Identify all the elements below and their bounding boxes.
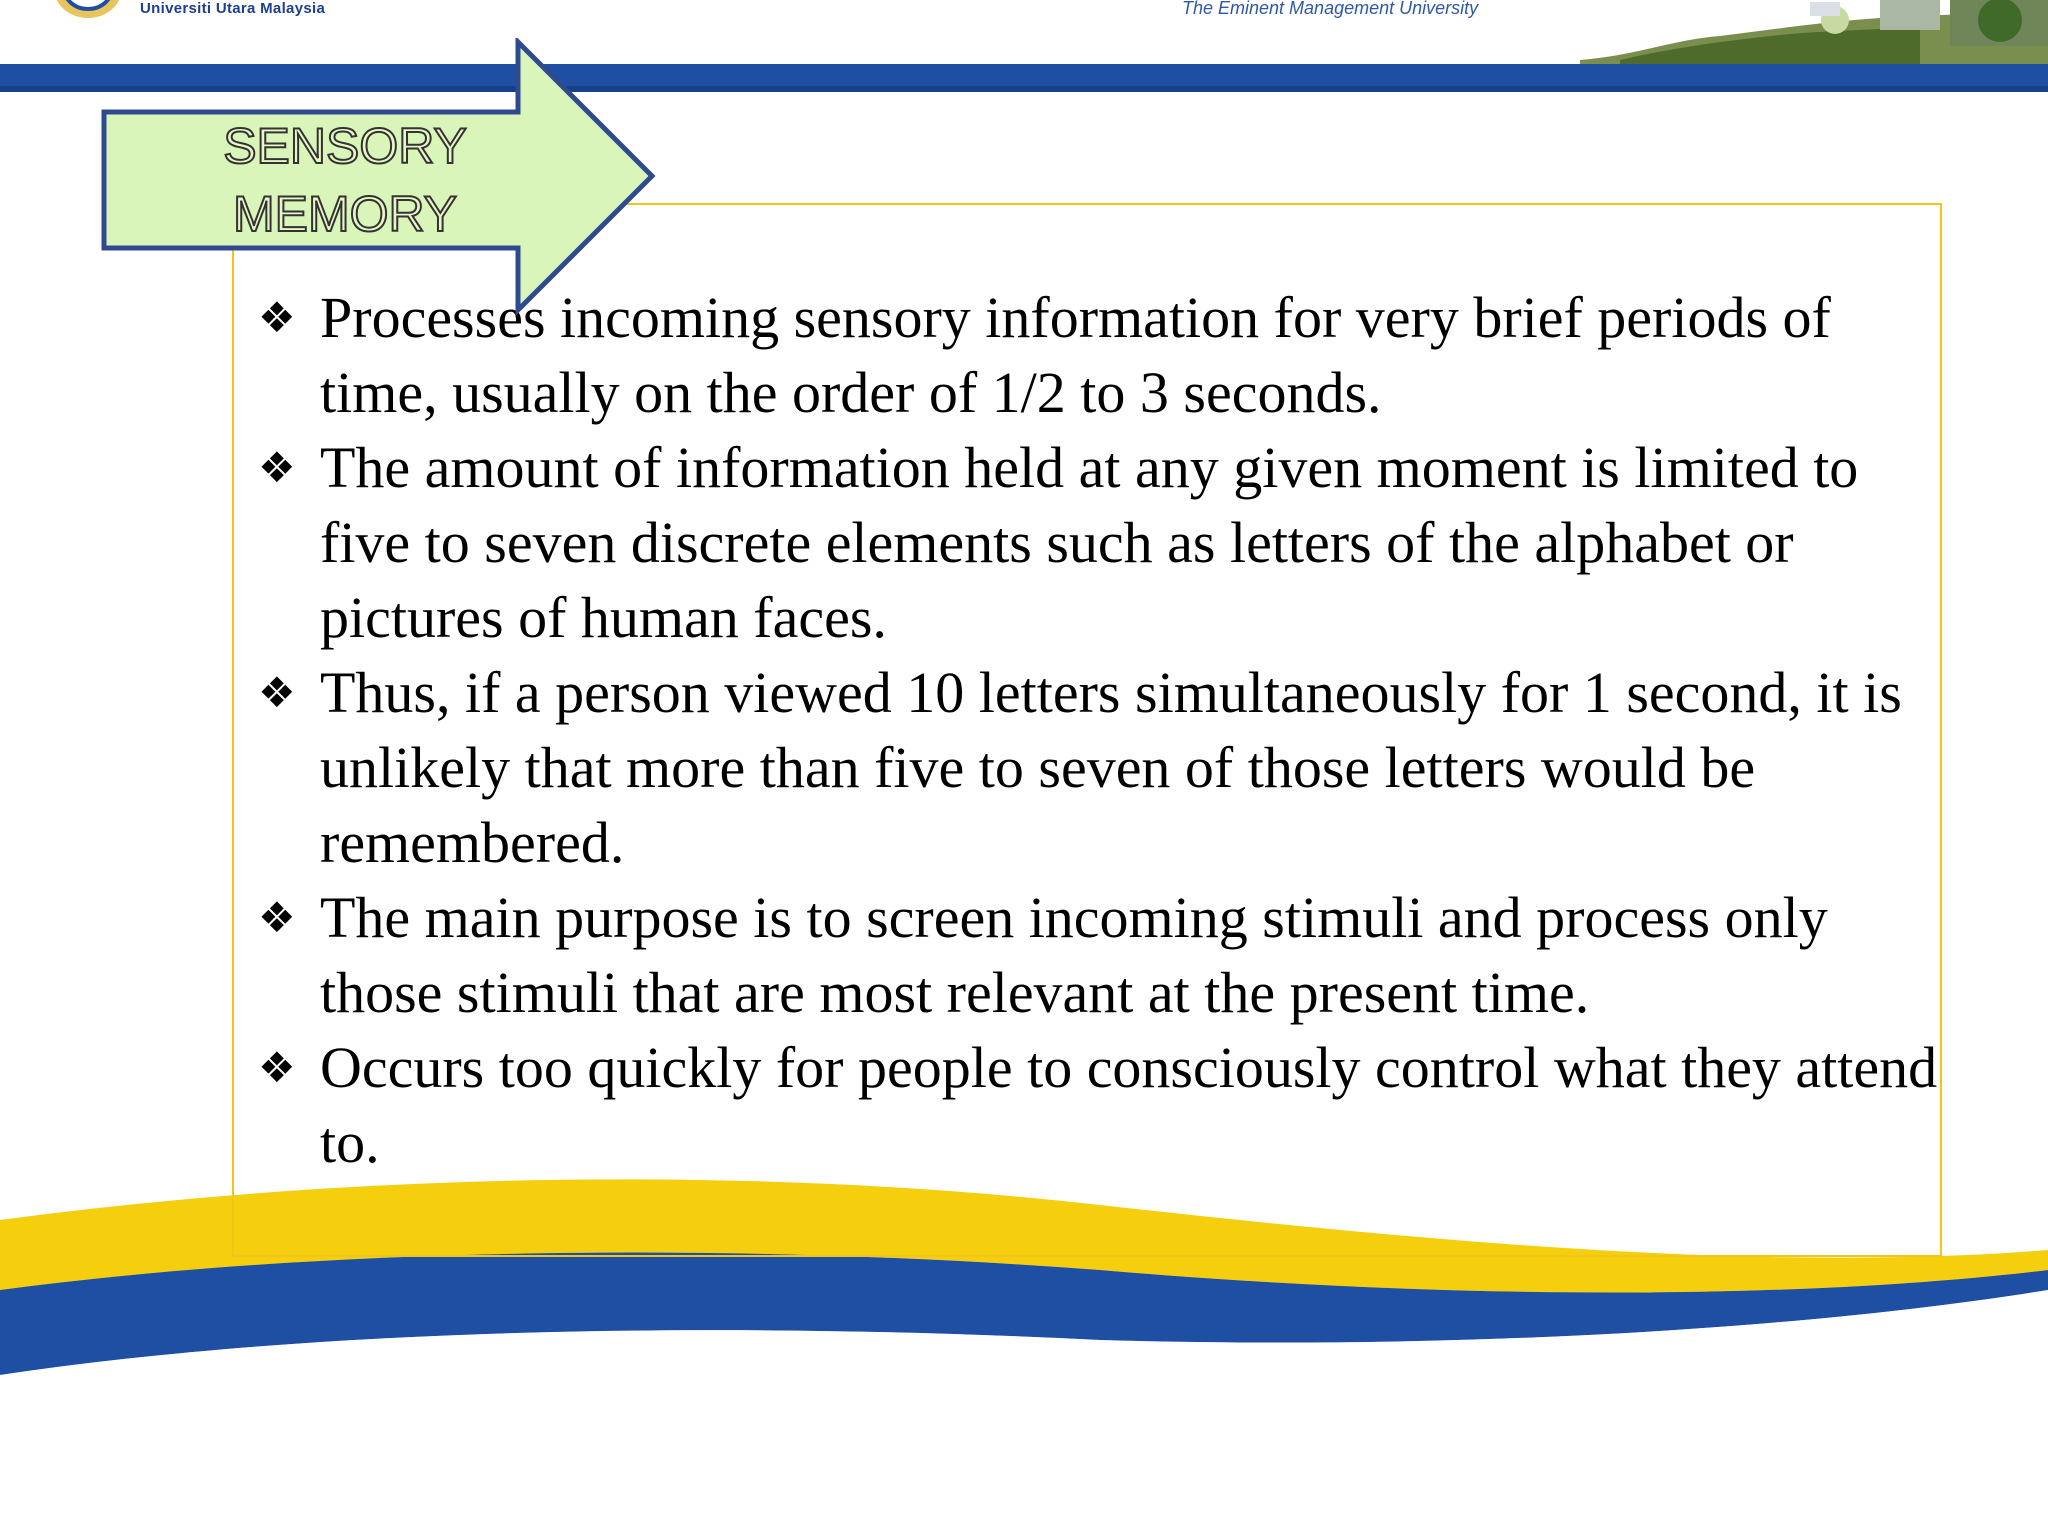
campus-photo (1580, 0, 2048, 64)
four-diamond-bullet-icon: ❖ (258, 893, 296, 942)
university-name: Universiti Utara Malaysia (140, 0, 326, 17)
list-item (258, 655, 1938, 880)
university-tagline: The Eminent Management University (1182, 0, 1479, 18)
university-seal-logo (50, 0, 128, 26)
four-diamond-bullet-icon: ❖ (258, 443, 296, 492)
bullet-text: Thus, if a person viewed 10 letters simultaneously for 1 second, it is unlikely that more than five to seven of those letters would be remembered. (320, 660, 1902, 875)
bullet-text: The amount of information held at any given moment is limited to five to seven discrete elements such as letters of the alphabet or pictures of human faces. (320, 435, 1859, 650)
bullet-text: The main purpose is to screen incoming stimuli and process only those stimuli that are most relevant at the present time. (320, 885, 1828, 1025)
bullet-text: Processes incoming sensory information for very brief periods of time, usually on the order of 1/2 to 3 seconds. (320, 285, 1831, 425)
bullet-list (258, 280, 1938, 1180)
list-item (258, 430, 1938, 655)
four-diamond-bullet-icon: ❖ (258, 1043, 296, 1092)
four-diamond-bullet-icon: ❖ (258, 293, 296, 342)
list-item (258, 1030, 1938, 1180)
bullet-text: Occurs too quickly for people to consciously control what they attend to. (320, 1035, 1938, 1175)
four-diamond-bullet-icon: ❖ (258, 668, 296, 717)
section-title: SENSORY MEMORY (223, 118, 467, 242)
list-item (258, 880, 1938, 1030)
